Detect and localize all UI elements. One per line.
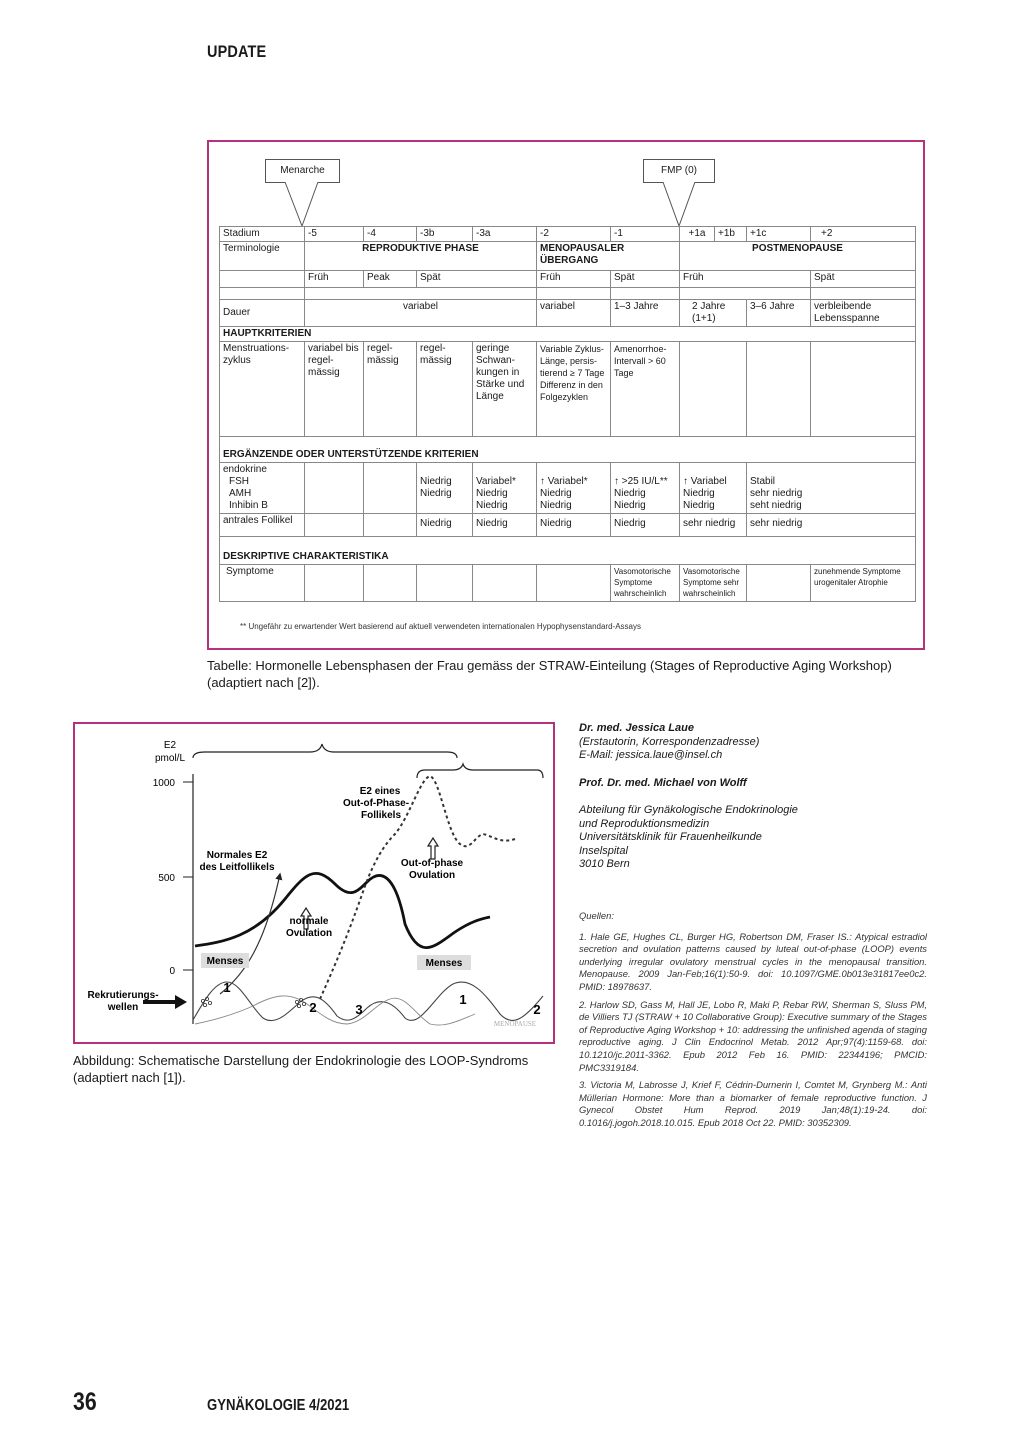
- follikel-row: [220, 514, 916, 537]
- label-e2-out: E2 eines: [359, 786, 401, 797]
- ovulation-arrow-icon: [428, 838, 438, 859]
- stage-cell: +1a: [680, 227, 715, 242]
- ergaenzend-row: [220, 437, 916, 463]
- address-line: und Reproduktionsmedizin: [579, 817, 710, 830]
- subphase-cell: Spät: [417, 271, 537, 288]
- straw-table: [219, 226, 916, 602]
- watermark-label: MENOPAUSE: [493, 1020, 537, 1028]
- zyklus-cell: Variable Zyklus-Länge, persis-tierend ≥ 7 Tage Differenz in den Folgezyklen: [537, 342, 611, 437]
- hauptkriterien-row: [220, 327, 916, 342]
- label-oop: Out-of-phase: [400, 858, 464, 869]
- table-footnote: ** Ungefähr zu erwartender Wert basierend auf aktuell verwendeten internationalen Hypophysenstandard-Assays: [240, 622, 641, 631]
- wave-number: 2: [309, 1000, 317, 1015]
- stage-cell: -4: [364, 227, 417, 242]
- tick-label: 1000: [152, 778, 175, 789]
- symptome-label: Symptome: [220, 565, 305, 602]
- endokrine-cell: Stabil sehr niedrig seht niedrig: [747, 463, 916, 514]
- y-label: pmol/L: [154, 753, 186, 764]
- brace-cycle: [417, 764, 543, 778]
- label-e2-out: Out-of-Phase-: [342, 798, 410, 809]
- follikel-label: antrales Follikel: [220, 514, 305, 537]
- tick-label: 500: [158, 873, 175, 884]
- wave-number: 1: [459, 992, 467, 1007]
- loop-figure: [73, 722, 555, 1044]
- stage-cell: +1c: [747, 227, 811, 242]
- reference-item: 2. Harlow SD, Gass M, Hall JE, Lobo R, Maki P, Rebar RW, Sherman S, Sluss PM, de Villiers TJ (STRAW + 10 Collaborative Group): Executive summary of the Stages of Reproductive Aging Workshop + 10: addressing the unfinished agenda of staging reproductive aging. J Clin Endocrinol Metab. 2012 Apr;97(4):1159-68. doi: 10.1210/jc.2011-3362. Epub 2012 Feb 16. PMID: 22344196; PMCID: PMC3319184.: [579, 998, 927, 1073]
- symptome-cell: Vasomotorische Symptome sehr wahrscheinlich: [680, 565, 747, 602]
- reference-item: 1. Hale GE, Hughes CL, Burger HG, Robertson DM, Fraser IS.: Atypical estradiol secretion and ovulation patterns caused by luteal out-of-phase (LOOP) events underlying irregular ovulatory menstrual cycles in the menopausal transition. Menopause. 2009 Jan-Feb;16(1):50-9. doi: 10.1097/GME.0b013e31817ee0c2. PMID: 18978637.: [579, 930, 927, 992]
- address-line: Inselspital: [579, 844, 628, 857]
- dauer-cell: 2 Jahre (1+1): [680, 300, 747, 327]
- phase-reproductive: REPRODUKTIVE PHASE: [305, 242, 537, 271]
- label-normal-e2: Normales E2: [206, 850, 268, 861]
- endokrine-cell: Niedrig Niedrig: [417, 463, 473, 514]
- figure-caption: Abbildung: Schematische Darstellung der Endokrinologie des LOOP-Syndroms (adaptiert nach [1]).: [73, 1053, 529, 1085]
- brace-cycle: [193, 744, 457, 758]
- label-normal-ovulation: normale: [289, 916, 329, 927]
- dauer-cell: 1–3 Jahre: [611, 300, 680, 327]
- dauer-cell: variabel: [537, 300, 611, 327]
- fmp-callout: FMP (0): [643, 159, 715, 183]
- section-heading: DESKRIPTIVE CHARAKTERISTIKA: [220, 537, 916, 565]
- symptome-row: [220, 565, 916, 602]
- wave-number: 3: [355, 1002, 363, 1017]
- author-name: Dr. med. Jessica Laue: [579, 722, 694, 734]
- follicle-line: [220, 874, 280, 994]
- label-normal-ovulation: Ovulation: [285, 928, 333, 939]
- tick-label: 0: [169, 966, 175, 977]
- subphase-row: [220, 271, 916, 288]
- follikel-cell: sehr niedrig: [747, 514, 916, 537]
- zyklus-cell: regel-mässig: [364, 342, 417, 437]
- normal-e2-curve: [195, 873, 490, 947]
- callout-pointers: [0, 0, 1024, 240]
- address-line: 3010 Bern: [579, 858, 630, 870]
- page-number: 36: [73, 1388, 97, 1416]
- phase-menopausal: MENOPAUSALER ÜBERGANG: [537, 242, 680, 271]
- zyklus-label: Menstruations-zyklus: [220, 342, 305, 437]
- dauer-label: Dauer: [220, 300, 305, 327]
- label-normal-e2: des Leitfollikels: [199, 862, 275, 873]
- dauer-cell: 3–6 Jahre: [747, 300, 811, 327]
- dauer-cell: verbleibende Lebensspanne: [811, 300, 916, 327]
- empty-cell: [220, 271, 305, 288]
- address-line: Universitätsklinik für Frauenheilkunde: [579, 831, 762, 843]
- zyklus-cell: Amenorrhoe-Intervall > 60 Tage: [611, 342, 680, 437]
- wave-number: 2: [533, 1002, 541, 1017]
- endokrine-cell: ↑ >25 IU/L** Niedrig Niedrig: [611, 463, 680, 514]
- stage-cell: -5: [305, 227, 364, 242]
- y-label: E2: [163, 740, 177, 751]
- stage-cell: -1: [611, 227, 680, 242]
- author-role: (Erstautorin, Korrespondenzadresse): [579, 735, 760, 748]
- stage-cell: +1b: [715, 227, 747, 242]
- loop-diagram: [75, 724, 553, 1042]
- terminologie-label: Terminologie: [220, 242, 305, 271]
- symptome-cell: Vasomotorische Symptome wahrscheinlich: [611, 565, 680, 602]
- subphase-cell: Früh: [680, 271, 811, 288]
- menses-label: Menses: [425, 958, 463, 969]
- section-heading: HAUPTKRITERIEN: [220, 327, 916, 342]
- menses-label: Menses: [206, 956, 244, 967]
- subphase-cell: Peak: [364, 271, 417, 288]
- follikel-cell: Niedrig: [537, 514, 611, 537]
- journal-issue: GYNÄKOLOGIE 4/2021: [207, 1397, 350, 1414]
- reference-item: 3. Victoria M, Labrosse J, Krief F, Cédrin-Durnerin I, Comtet M, Grynberg M.: Anti Müllerian Hormone: More than a biomarker of female reproductive function. J Gynecol Obstet Hum Reprod. 2019 Jan;48(1):19-24. doi: 0.1016/j.jogoh.2018.10.015. Epub 2018 Oct 22. PMID: 30352309.: [579, 1079, 927, 1128]
- table-caption: Tabelle: Hormonelle Lebensphasen der Frau gemäss der STRAW-Einteilung (Stages of Reproductive Aging Workshop) (adaptiert nach [2]).: [207, 658, 892, 690]
- endokrine-cell: ↑ Variabel Niedrig Niedrig: [680, 463, 747, 514]
- deskriptiv-row: [220, 537, 916, 565]
- label-oop: Ovulation: [408, 870, 456, 881]
- follikel-cell: Niedrig: [473, 514, 537, 537]
- label-e2-out: Follikels: [360, 810, 402, 821]
- recruitment-waves: [195, 996, 475, 1025]
- subphase-cell: Spät: [611, 271, 680, 288]
- stadium-row: [220, 227, 916, 242]
- stage-cell: -3b: [417, 227, 473, 242]
- phase-postmenopause: POSTMENOPAUSE: [680, 242, 916, 271]
- endokrine-cell: Variabel* Niedrig Niedrig: [473, 463, 537, 514]
- follikel-cell: Niedrig: [417, 514, 473, 537]
- symptome-cell: zunehmende Symptome urogenitaler Atrophie: [811, 565, 916, 602]
- label-recruit: Rekrutierungs-: [87, 990, 159, 1001]
- stage-cell: +2: [811, 227, 916, 242]
- stadium-label: Stadium: [220, 227, 305, 242]
- stage-cell: -2: [537, 227, 611, 242]
- recruitment-waves: [193, 982, 543, 1021]
- author-name: Prof. Dr. med. Michael von Wolff: [579, 776, 747, 789]
- follikel-cell: sehr niedrig: [680, 514, 747, 537]
- spacer-row: [220, 288, 916, 300]
- section-header: UPDATE: [207, 42, 267, 61]
- endokrine-cell: ↑ Variabel* Niedrig Niedrig: [537, 463, 611, 514]
- dauer-cell: variabel: [305, 300, 537, 327]
- subphase-cell: Früh: [305, 271, 364, 288]
- zyklus-cell: regel-mässig: [417, 342, 473, 437]
- zyklus-cell: geringe Schwan-kungen in Stärke und Länge: [473, 342, 537, 437]
- subphase-cell: Früh: [537, 271, 611, 288]
- references: [579, 910, 927, 1135]
- subphase-cell: Spät: [811, 271, 916, 288]
- zyklus-cell: variabel bis regel-mässig: [305, 342, 364, 437]
- menarche-callout: Menarche: [265, 159, 340, 183]
- endokrine-row: [220, 463, 916, 514]
- stage-cell: -3a: [473, 227, 537, 242]
- author-block: [579, 722, 929, 872]
- address-line: Abteilung für Gynäkologische Endokrinologie: [579, 804, 798, 816]
- label-recruit: wellen: [107, 1002, 139, 1013]
- author-email[interactable]: E-Mail: jessica.laue@insel.ch: [579, 749, 723, 761]
- zyklus-row: [220, 342, 916, 437]
- references-title: Quellen:: [579, 910, 614, 921]
- follikel-cell: Niedrig: [611, 514, 680, 537]
- dauer-row: [220, 300, 916, 327]
- terminologie-row: [220, 242, 916, 271]
- section-heading: ERGÄNZENDE ODER UNTERSTÜTZENDE KRITERIEN: [220, 437, 916, 463]
- endokrine-label: endokrine FSH AMH Inhibin B: [220, 463, 305, 514]
- recruit-arrow-icon: [175, 995, 187, 1009]
- wave-number: 1: [223, 980, 231, 995]
